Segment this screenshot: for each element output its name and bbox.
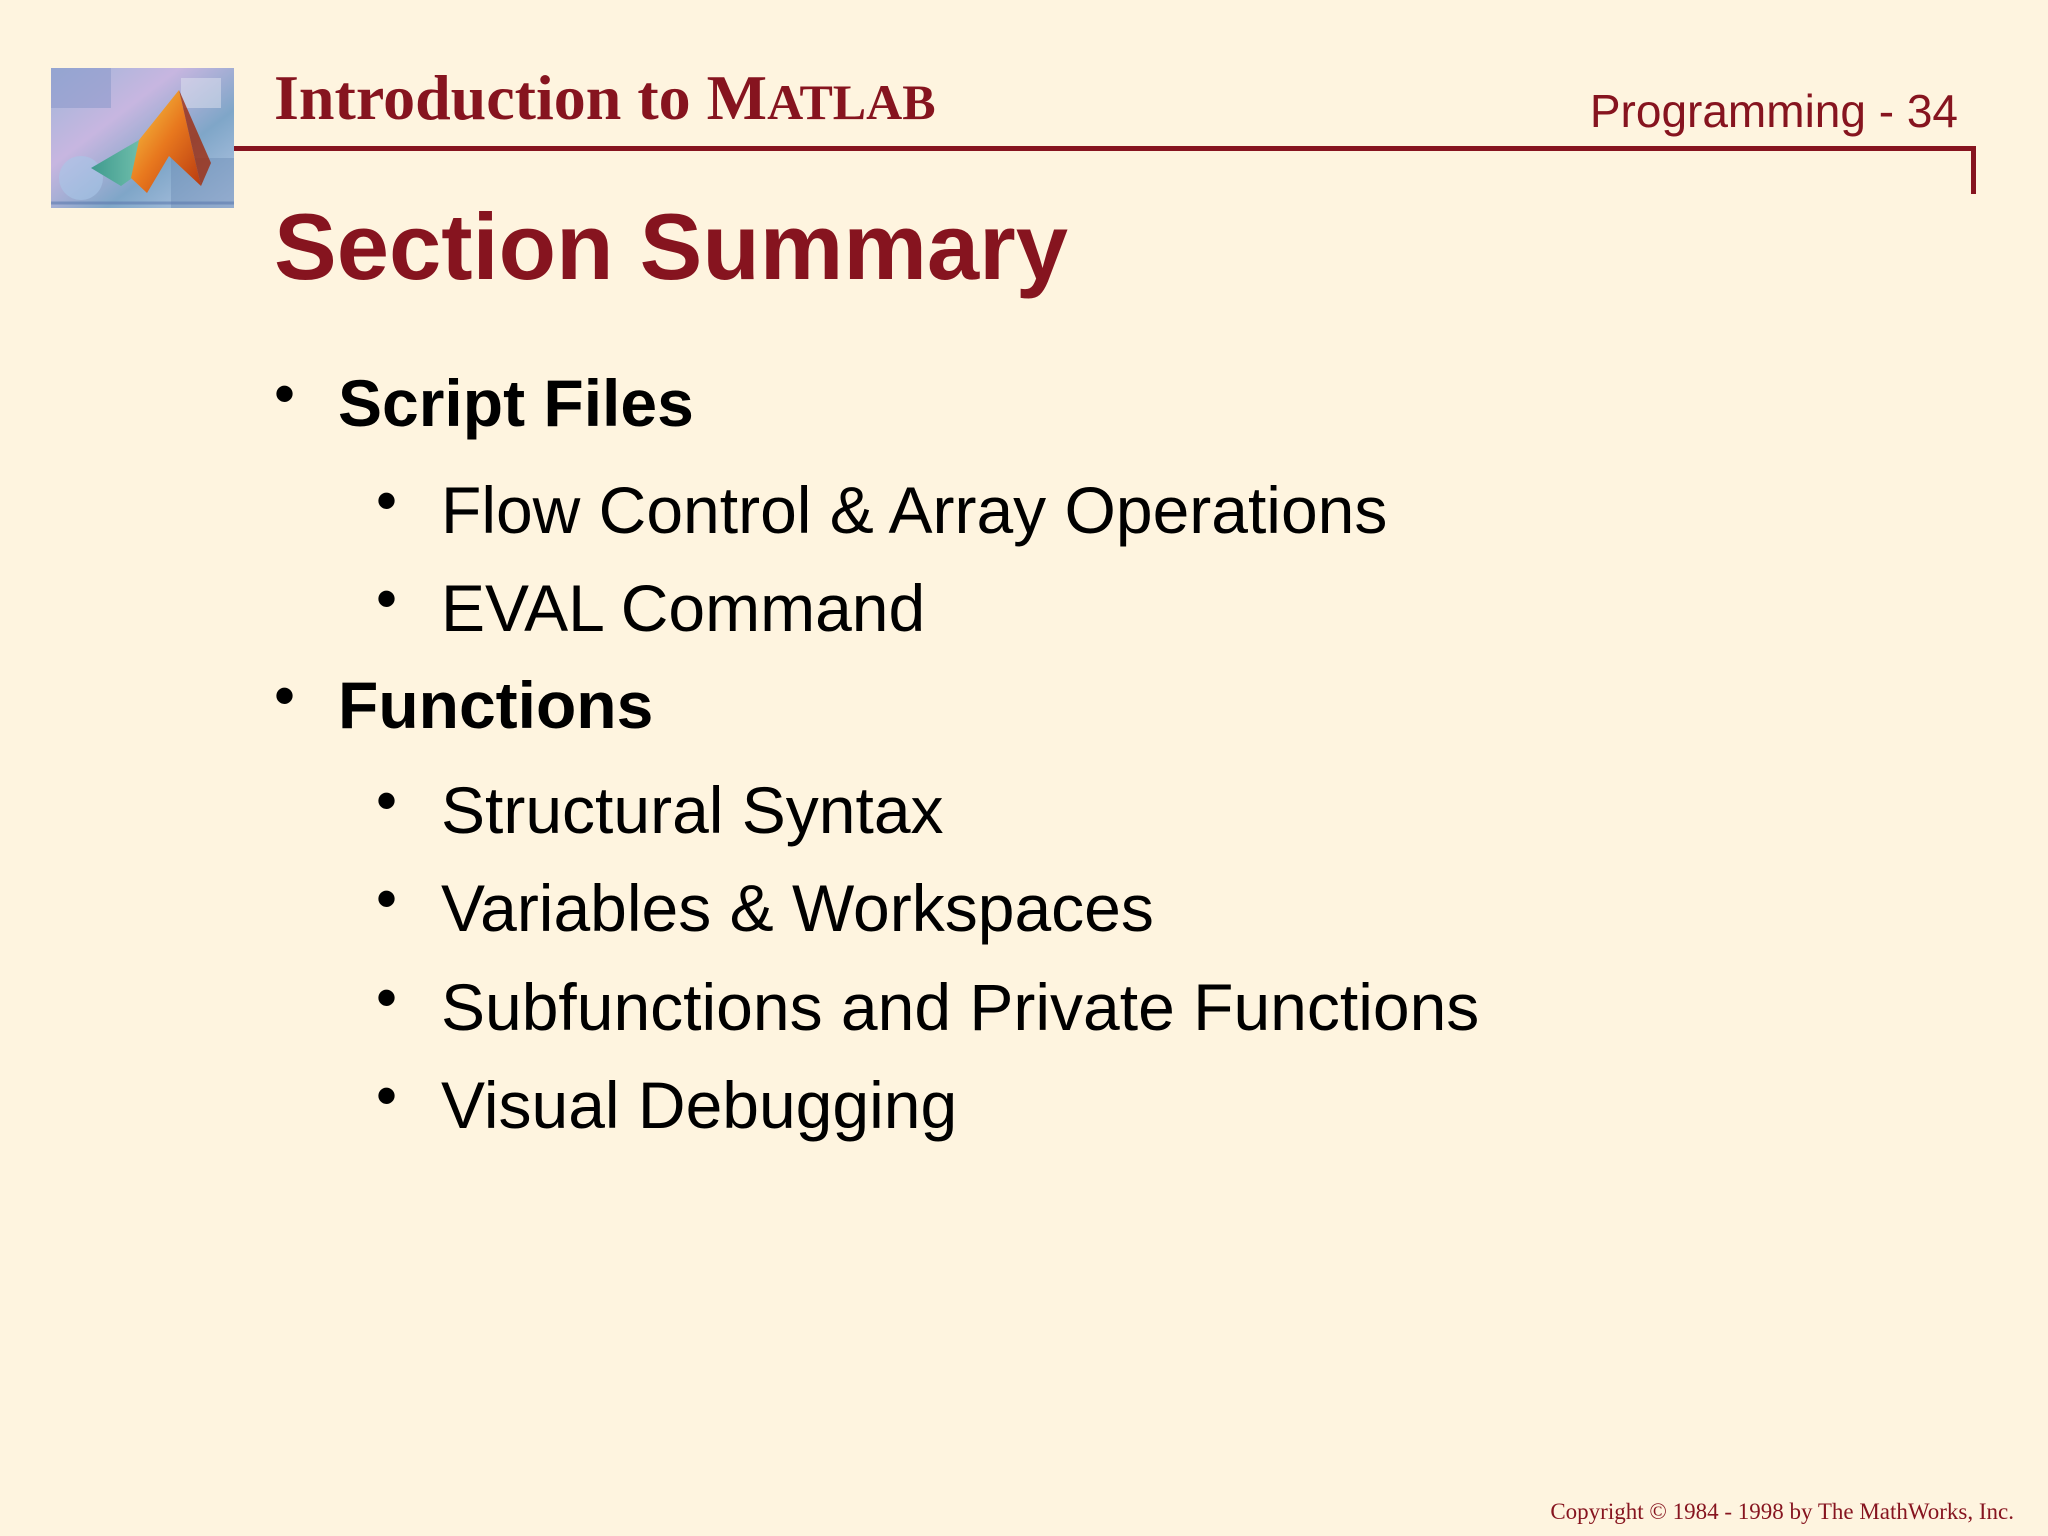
course-title-prefix: Introduction to: [274, 62, 707, 133]
bullet-text: Script Files: [338, 366, 694, 440]
page-label: Programming - 34: [1589, 85, 1958, 137]
slide-title: Section Summary: [274, 194, 1069, 299]
bullet-glyph: •: [376, 1062, 398, 1129]
bullet-glyph: •: [376, 964, 398, 1031]
copyright-notice: Copyright © 1984 - 1998 by The MathWorks, Inc.: [1550, 1499, 2014, 1524]
bullet-text: Flow Control & Array Operations: [441, 473, 1388, 547]
course-title-rest: ATLAB: [767, 74, 936, 130]
bullet-text: EVAL Command: [441, 571, 926, 645]
matlab-logo: [51, 68, 234, 208]
bullet-glyph: •: [376, 467, 398, 534]
bullet-glyph: •: [274, 662, 296, 729]
bullet-text: Visual Debugging: [441, 1068, 958, 1142]
bullet-text: Structural Syntax: [441, 773, 944, 847]
course-title-initial: M: [706, 62, 768, 133]
bullet-text: Functions: [338, 668, 654, 742]
bullet-glyph: •: [376, 865, 398, 932]
bullet-glyph: •: [376, 565, 398, 632]
header-rule: [234, 146, 1976, 151]
bullet-text: Subfunctions and Private Functions: [441, 970, 1480, 1044]
bullet-text: Variables & Workspaces: [441, 871, 1154, 945]
header-rule-tick: [1971, 146, 1976, 194]
course-title: [274, 62, 936, 133]
bullet-glyph: •: [274, 360, 296, 427]
bullet-glyph: •: [376, 767, 398, 834]
